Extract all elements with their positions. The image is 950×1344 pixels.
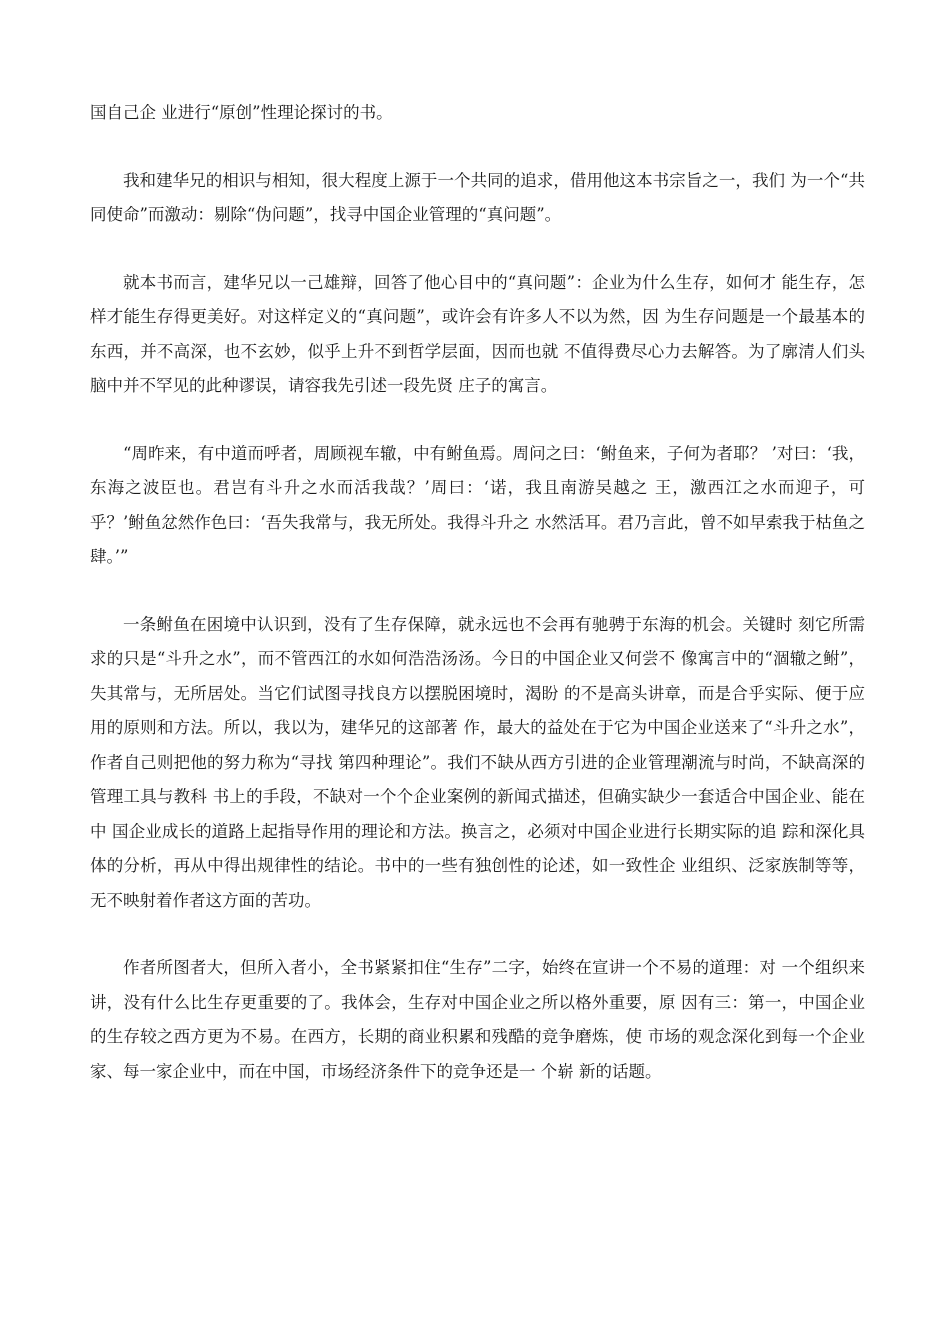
paragraph-true-question: 就本书而言，建华兄以一己雄辩，回答了他心目中的“真问题”：企业为什么生存，如何才 能生存，怎样才能生存得更美好。对这样定义的“真问题”，或许会有许多人不以为然，因 为生存问题是一个最基本的东西，并不高深，也不玄妙，似乎上升不到哲学层面，因而也就 不值得费尽心力去解答。为了廓清人们头脑中并不罕见的此种谬误，请容我先引述一段先贤 庄子的寓言。 <box>90 272 865 395</box>
paragraph-continuation: 国自己企 业进行“原创”性理论探讨的书。 <box>90 103 393 122</box>
paragraph-survival: 作者所图者大，但所入者小，全书紧紧扣住“生存”二字，始终在宣讲一个不易的道理：对 一个组织来讲，没有什么比生存更重要的了。我体会，生存对中国企业之所以格外重要，原 因有三：第一，中国企业的生存较之西方更为不易。在西方，长期的商业积累和残酷的竞争磨炼，使 市场的观念深化到每一个企业家、每一家企业中，而在中国，市场经济条件下的竞争还是一 个崭 新的话题。 <box>90 958 865 1081</box>
paragraph-shared-mission: 我和建华兄的相识与相知，很大程度上源于一个共同的追求，借用他这本书宗旨之一，我们 为一个“共同使命”而激动：剔除“伪问题”，找寻中国企业管理的“真问题”。 <box>90 170 865 224</box>
paragraph-fish-analogy: 一条鲋鱼在困境中认识到，没有了生存保障，就永远也不会再有驰骋于东海的机会。关键时 刻它所需求的只是“斗升之水”，而不管西江的水如何浩浩汤汤。今日的中国企业又何尝不 像寓言中的“涸辙之鲋”，失其常与，无所居处。当它们试图寻找良方以摆脱困境时，渴盼 的不是高头讲章，而是合乎实际、便于应用的原则和方法。所以，我以为，建华兄的这部著 作，最大的益处在于它为中国企业送来了“斗升之水”，作者自己则把他的努力称为“寻找 第四种理论”。我们不缺从西方引进的企业管理潮流与时尚，不缺高深的管理工具与教科 书上的手段，不缺对一个个企业案例的新闻式描述，但确实缺少一套适合中国企业、能在中 国企业成长的道路上起指导作用的理论和方法。换言之，必须对中国企业进行长期实际的追 踪和深化具体的分析，再从中得出规律性的结论。书中的一些有独创性的论述，如一致性企 业组织、泛家族制等等，无不映射着作者这方面的苦功。 <box>90 614 865 910</box>
paragraph-zhuangzi-quote: “周昨来，有中道而呼者，周顾视车辙，中有鲋鱼焉。周问之曰：‘鲋鱼来，子何为者耶？ ’对曰：‘我，东海之波臣也。君岂有斗升之水而活我哉？’周曰：‘诺，我且南游吴越之 王，激西江之水而迎子，可乎？’鲋鱼忿然作色曰：‘吾失我常与，我无所处。我得斗升之 水然活耳。君乃言此，曾不如早索我于枯鱼之肆。’” <box>90 443 865 566</box>
document-page <box>90 96 865 1122</box>
